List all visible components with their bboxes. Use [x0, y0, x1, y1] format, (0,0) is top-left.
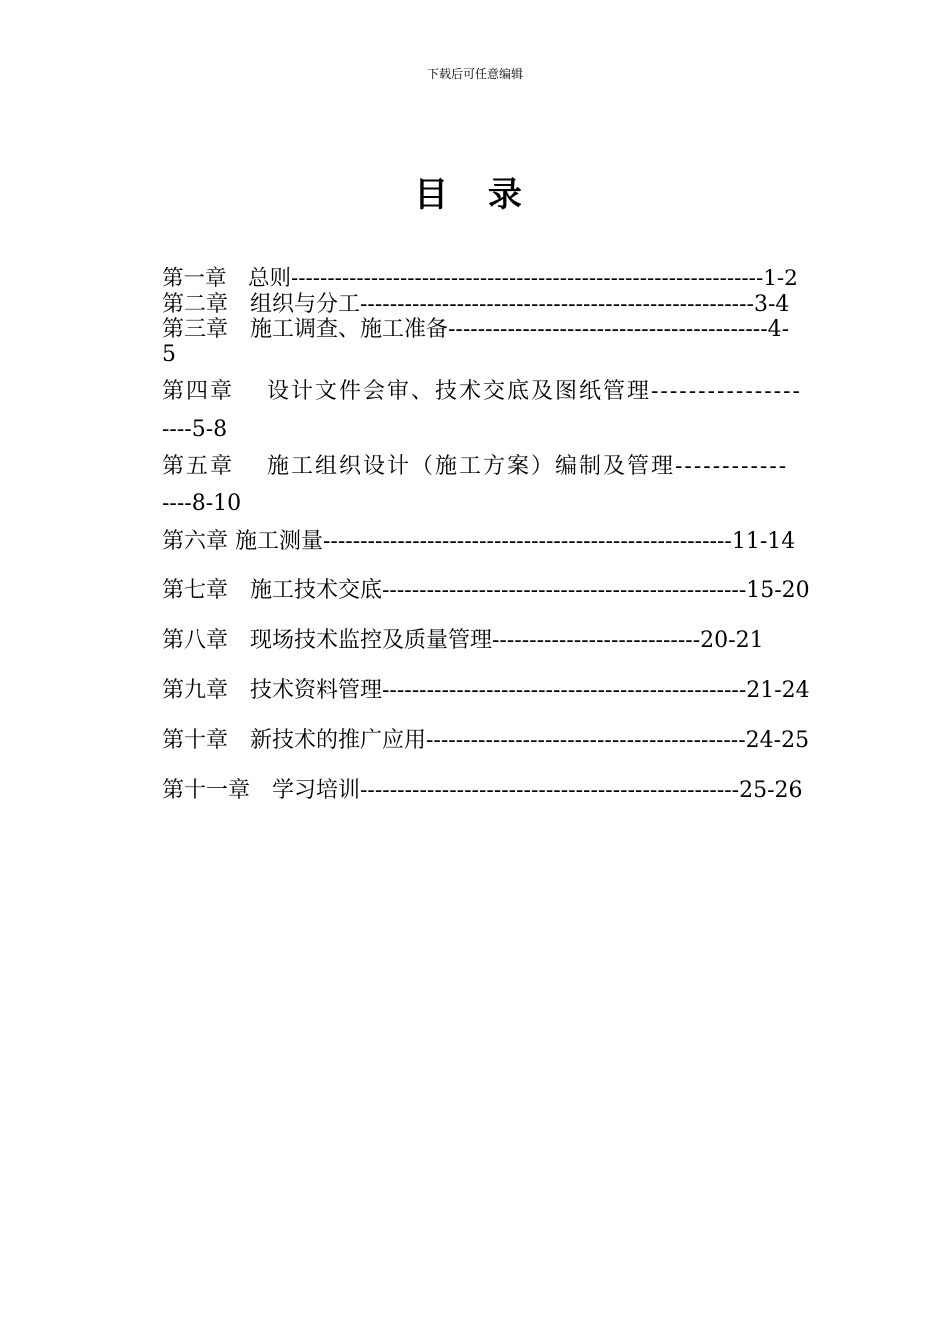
- toc-entry-chapter-7: 第七章 施工技术交底-------------------------------------------------15-20: [162, 578, 810, 603]
- toc-entry-chapter-10: 第十章 新技术的推广应用-------------------------------------------24-25: [162, 728, 810, 753]
- toc-entry-chapter-6: 第六章 施工测量-------------------------------------------------------11-14: [162, 529, 796, 554]
- toc-entry-chapter-3-continued: 5: [162, 342, 176, 367]
- toc-entry-chapter-5: 第五章 施工组织设计（施工方案）编制及管理------------: [162, 454, 789, 479]
- toc-entry-chapter-1: 第一章 总则-----------------------------------------------------------------1-2: [162, 266, 798, 291]
- header-note: 下载后可任意编辑: [426, 67, 523, 81]
- toc-entry-chapter-5-continued: ----8-10: [162, 491, 242, 516]
- toc-entry-chapter-11: 第十一章 学习培训---------------------------------------------------25-26: [162, 778, 803, 803]
- toc-entry-chapter-4: 第四章 设计文件会审、技术交底及图纸管理----------------: [162, 379, 802, 404]
- toc-entry-chapter-3: 第三章 施工调查、施工准备-------------------------------------------4-: [162, 317, 790, 342]
- page-title: 目 录: [414, 175, 536, 215]
- toc-entry-chapter-8: 第八章 现场技术监控及质量管理----------------------------20-21: [162, 628, 764, 653]
- toc-entry-chapter-9: 第九章 技术资料管理-------------------------------------------------21-24: [162, 678, 810, 703]
- toc-entry-chapter-2: 第二章 组织与分工-----------------------------------------------------3-4: [162, 292, 790, 317]
- toc-entry-chapter-4-continued: ----5-8: [162, 417, 228, 442]
